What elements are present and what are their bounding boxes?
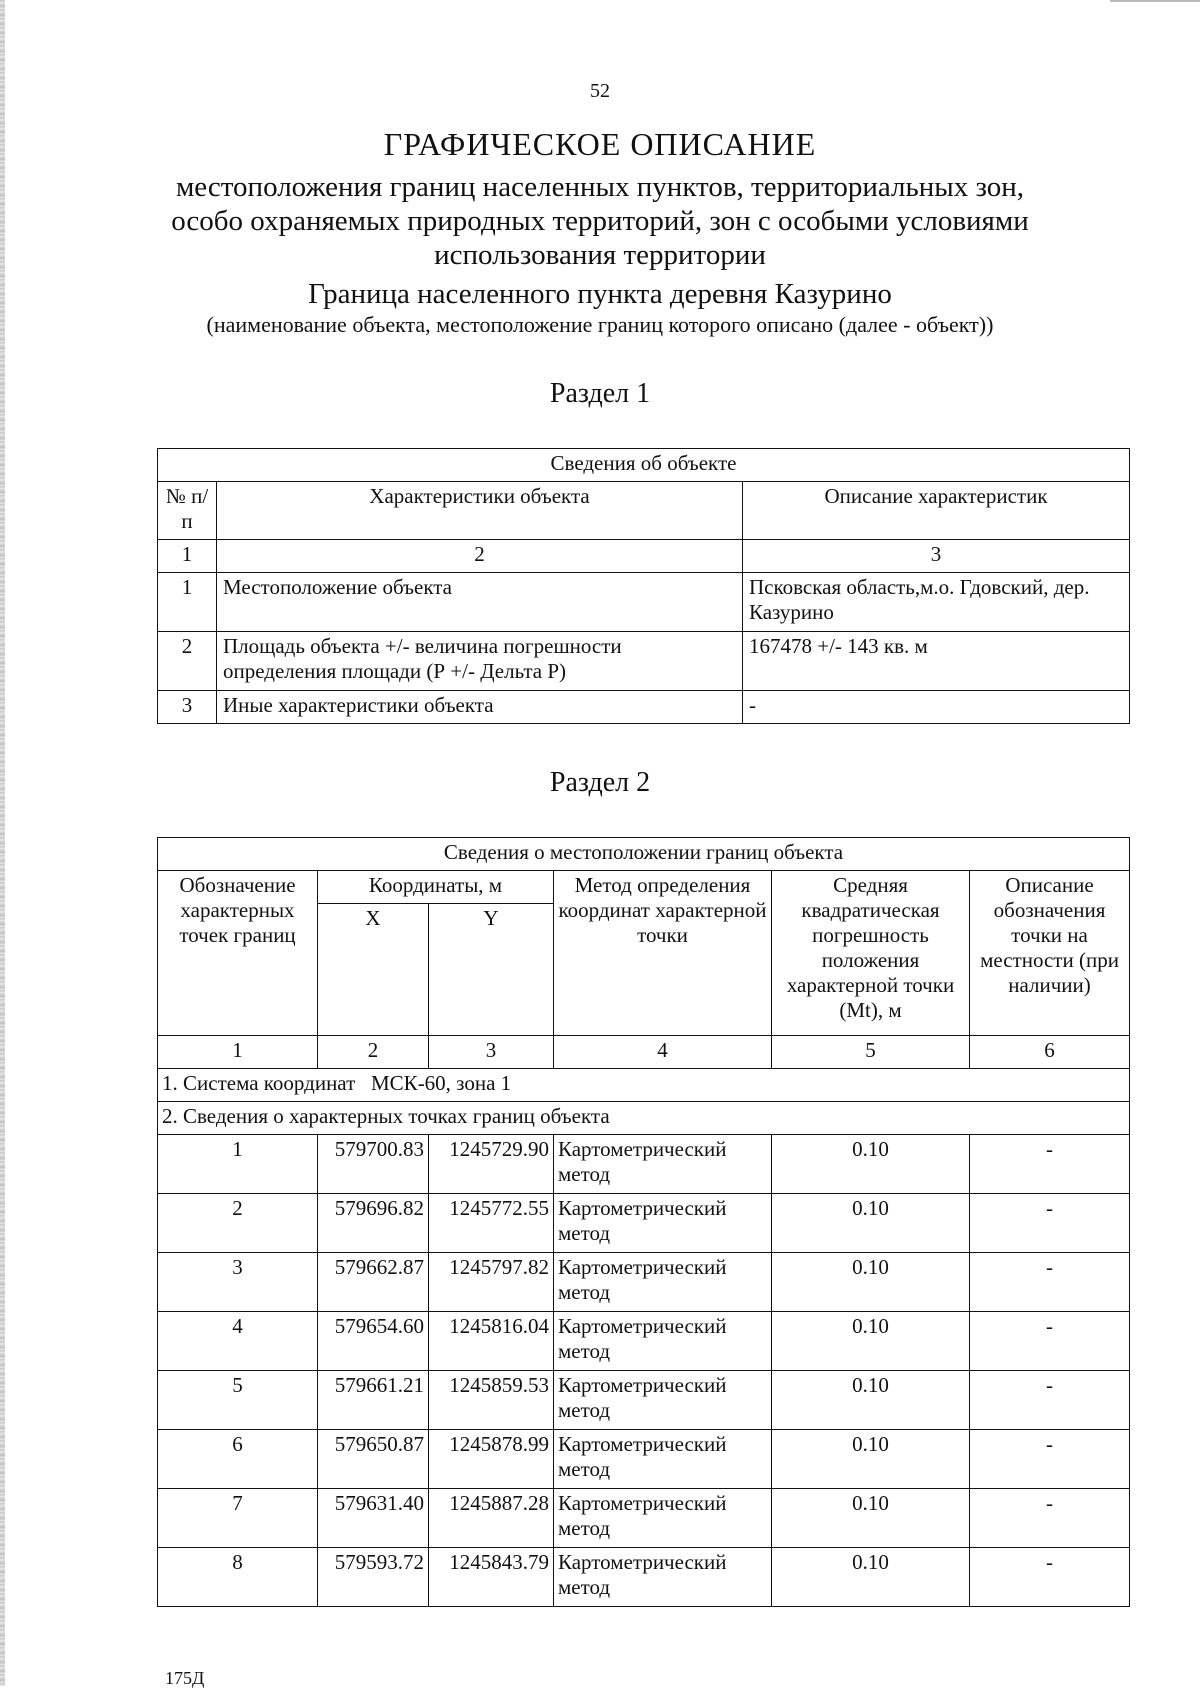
method: Картометрический метод bbox=[554, 1371, 772, 1430]
coordinate-x: 579662.87 bbox=[318, 1253, 429, 1312]
coordinate-y: 1245772.55 bbox=[429, 1194, 554, 1253]
boundary-points-table-title: Сведения о местоположении границ объекта bbox=[158, 838, 1130, 871]
point-description: - bbox=[970, 1312, 1130, 1371]
point-description: - bbox=[970, 1194, 1130, 1253]
point-description: - bbox=[970, 1548, 1130, 1607]
method: Картометрический метод bbox=[554, 1194, 772, 1253]
column-number: 2 bbox=[318, 1036, 429, 1069]
object-caption: (наименование объекта, местоположение границ которого описано (далее - объект)) bbox=[206, 312, 994, 337]
header-point-description: Описание обозначения точки на местности (при наличии) bbox=[970, 871, 1130, 1036]
coordinate-y: 1245859.53 bbox=[429, 1371, 554, 1430]
coordinate-x: 579631.40 bbox=[318, 1489, 429, 1548]
error-value: 0.10 bbox=[772, 1548, 970, 1607]
points-body bbox=[158, 1135, 1130, 1607]
object-info-table-title: Сведения об объекте bbox=[158, 449, 1130, 482]
column-number: 2 bbox=[217, 540, 743, 573]
column-number: 1 bbox=[158, 540, 217, 573]
characteristic-name: Местоположение объекта bbox=[217, 573, 743, 632]
error-value: 0.10 bbox=[772, 1312, 970, 1371]
characteristic-value: - bbox=[743, 691, 1130, 724]
characteristic-name: Иные характеристики объекта bbox=[217, 691, 743, 724]
row-number: 2 bbox=[158, 632, 217, 691]
section2-heading: Раздел 2 bbox=[549, 767, 651, 798]
table-row bbox=[158, 691, 1130, 724]
header-description: Описание характеристик bbox=[743, 482, 1130, 540]
object-info-table bbox=[157, 448, 1130, 724]
method: Картометрический метод bbox=[554, 1312, 772, 1371]
row-number: 3 bbox=[158, 691, 217, 724]
section1-heading: Раздел 1 bbox=[549, 378, 651, 409]
table-row bbox=[158, 1135, 1130, 1194]
table-row bbox=[158, 1430, 1130, 1489]
document-subtitle: местоположения границ населенных пунктов, территориальных зон, особо охраняемых природных территорий, зон с особыми условиями использования территории bbox=[171, 171, 1029, 271]
coordinate-system: 1. Система координат МСК-60, зона 1 bbox=[158, 1069, 1130, 1102]
error-value: 0.10 bbox=[772, 1430, 970, 1489]
method: Картометрический метод bbox=[554, 1489, 772, 1548]
scan-edge-left bbox=[0, 0, 5, 1686]
point-label: 4 bbox=[158, 1312, 318, 1371]
header-x: X bbox=[318, 904, 429, 1036]
point-label: 6 bbox=[158, 1430, 318, 1489]
column-number: 4 bbox=[554, 1036, 772, 1069]
coordinate-y: 1245797.82 bbox=[429, 1253, 554, 1312]
coordinate-y: 1245887.28 bbox=[429, 1489, 554, 1548]
column-number: 5 bbox=[772, 1036, 970, 1069]
coordinate-x: 579593.72 bbox=[318, 1548, 429, 1607]
table-row bbox=[158, 632, 1130, 691]
scan-edge-top bbox=[1110, 0, 1200, 2]
point-label: 3 bbox=[158, 1253, 318, 1312]
coordinate-x: 579650.87 bbox=[318, 1430, 429, 1489]
column-number: 3 bbox=[429, 1036, 554, 1069]
coordinate-y: 1245843.79 bbox=[429, 1548, 554, 1607]
coordinate-y: 1245816.04 bbox=[429, 1312, 554, 1371]
point-description: - bbox=[970, 1253, 1130, 1312]
coordinate-y: 1245729.90 bbox=[429, 1135, 554, 1194]
error-value: 0.10 bbox=[772, 1135, 970, 1194]
table-row bbox=[158, 1194, 1130, 1253]
coordinate-x: 579661.21 bbox=[318, 1371, 429, 1430]
coordinate-x: 579700.83 bbox=[318, 1135, 429, 1194]
error-value: 0.10 bbox=[772, 1253, 970, 1312]
table-row bbox=[158, 1489, 1130, 1548]
header-characteristics: Характеристики объекта bbox=[217, 482, 743, 540]
error-value: 0.10 bbox=[772, 1371, 970, 1430]
object-name: Граница населенного пункта деревня Казурино bbox=[308, 278, 892, 310]
column-number: 6 bbox=[970, 1036, 1130, 1069]
footer-code: 175Д bbox=[165, 1668, 205, 1688]
method: Картометрический метод bbox=[554, 1253, 772, 1312]
method: Картометрический метод bbox=[554, 1548, 772, 1607]
table-row bbox=[158, 1312, 1130, 1371]
method: Картометрический метод bbox=[554, 1430, 772, 1489]
points-caption: 2. Сведения о характерных точках границ объекта bbox=[158, 1102, 1130, 1135]
header-error: Средняя квадратическая погрешность положения характерной точки (Mt), м bbox=[772, 871, 970, 1036]
point-description: - bbox=[970, 1430, 1130, 1489]
error-value: 0.10 bbox=[772, 1489, 970, 1548]
characteristic-value: 167478 +/- 143 кв. м bbox=[743, 632, 1130, 691]
coordinate-x: 579696.82 bbox=[318, 1194, 429, 1253]
row-number: 1 bbox=[158, 573, 217, 632]
table-row bbox=[158, 1253, 1130, 1312]
header-point-label: Обозначение характерных точек границ bbox=[158, 871, 318, 1036]
point-description: - bbox=[970, 1489, 1130, 1548]
point-label: 7 bbox=[158, 1489, 318, 1548]
header-y: Y bbox=[429, 904, 554, 1036]
point-label: 8 bbox=[158, 1548, 318, 1607]
characteristic-name: Площадь объекта +/- величина погрешности определения площади (Р +/- Дельта Р) bbox=[217, 632, 743, 691]
header-method: Метод определения координат характерной точки bbox=[554, 871, 772, 1036]
point-description: - bbox=[970, 1371, 1130, 1430]
header-number: № п/п bbox=[158, 482, 217, 540]
point-label: 2 bbox=[158, 1194, 318, 1253]
table-row bbox=[158, 1548, 1130, 1607]
page-number: 52 bbox=[590, 80, 610, 102]
coordinate-y: 1245878.99 bbox=[429, 1430, 554, 1489]
characteristic-value: Псковская область,м.о. Гдовский, дер. Казурино bbox=[743, 573, 1130, 632]
document-title: ГРАФИЧЕСКОЕ ОПИСАНИЕ bbox=[383, 126, 817, 162]
coordinate-x: 579654.60 bbox=[318, 1312, 429, 1371]
table-row bbox=[158, 573, 1130, 632]
error-value: 0.10 bbox=[772, 1194, 970, 1253]
point-description: - bbox=[970, 1135, 1130, 1194]
point-label: 5 bbox=[158, 1371, 318, 1430]
table-row bbox=[158, 1371, 1130, 1430]
column-number: 3 bbox=[743, 540, 1130, 573]
point-label: 1 bbox=[158, 1135, 318, 1194]
method: Картометрический метод bbox=[554, 1135, 772, 1194]
column-number: 1 bbox=[158, 1036, 318, 1069]
header-coordinates: Координаты, м bbox=[318, 871, 554, 904]
boundary-points-table bbox=[157, 837, 1130, 1607]
